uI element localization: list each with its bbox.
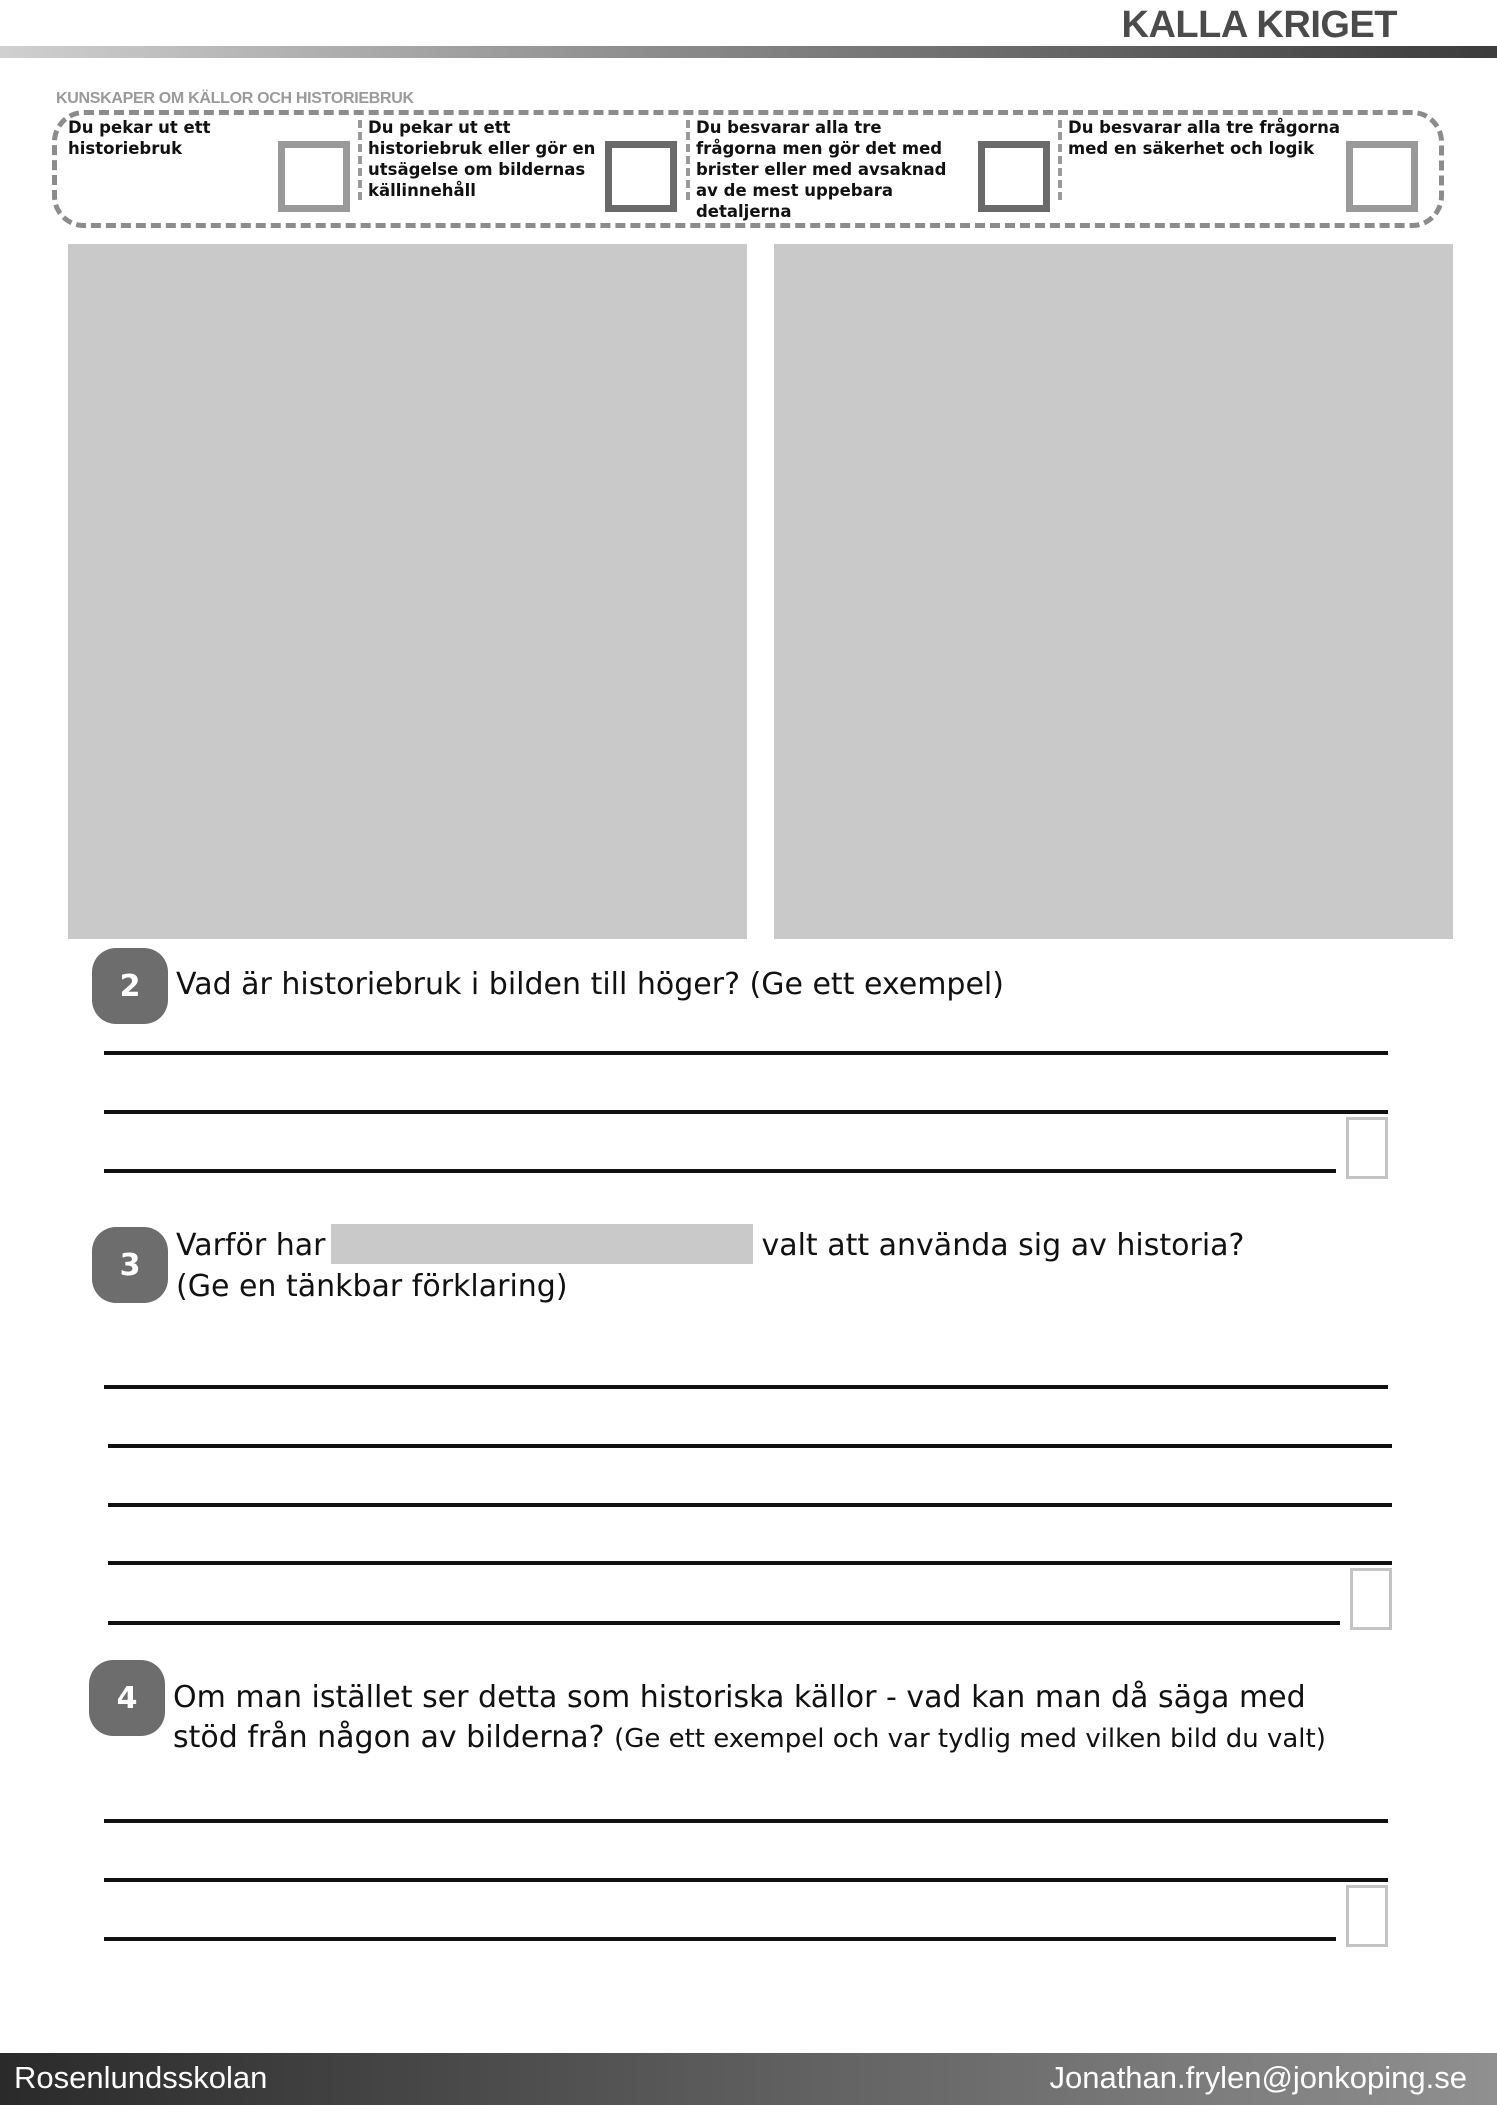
rubric-heading: KUNSKAPER OM KÄLLOR OCH HISTORIEBRUK — [56, 90, 414, 107]
question-4-badge: 4 — [89, 1660, 165, 1736]
answer-line[interactable] — [104, 1169, 1336, 1173]
redacted-name-blank — [331, 1224, 753, 1264]
rubric-divider — [1058, 120, 1062, 200]
footer-email: Jonathan.frylen@jonkoping.se — [1049, 2060, 1467, 2095]
rubric-level-2: Du pekar ut ett historiebruk eller gör en utsägelse om bildernas källinnehåll — [368, 118, 596, 200]
rubric-checkbox-2[interactable] — [605, 141, 677, 212]
question-4-text — [173, 1678, 1473, 1759]
answer-line[interactable] — [108, 1503, 1392, 1507]
question-2-badge: 2 — [92, 948, 168, 1024]
question-4-score-box[interactable] — [1346, 1885, 1388, 1947]
footer-school: Rosenlundsskolan — [14, 2060, 268, 2095]
question-3-score-box[interactable] — [1350, 1568, 1392, 1630]
question-4-line1: Om man istället ser detta som historiska källor - vad kan man då säga med — [173, 1680, 1306, 1715]
question-3-text-after: valt att använda sig av historia? — [761, 1228, 1245, 1263]
answer-line[interactable] — [108, 1444, 1392, 1448]
answer-line[interactable] — [104, 1110, 1388, 1114]
answer-line[interactable] — [104, 1937, 1336, 1941]
answer-line[interactable] — [104, 1051, 1388, 1055]
question-3-line2: (Ge en tänkbar förklaring) — [176, 1268, 568, 1304]
page-title: KALLA KRIGET — [1121, 4, 1397, 46]
rubric-level-1: Du pekar ut ett historiebruk — [68, 118, 211, 158]
image-left — [68, 244, 747, 939]
answer-line[interactable] — [108, 1561, 1392, 1565]
question-3-text-before: Varför har — [176, 1228, 326, 1263]
rubric-level-4: Du besvarar alla tre frågorna med en säkerhet och logik — [1068, 118, 1340, 158]
header-bar — [0, 46, 1497, 58]
rubric-level-3: Du besvarar alla tre frågorna men gör det med brister eller med avsaknad av de mest uppebara detaljerna — [696, 118, 947, 221]
image-right — [774, 244, 1453, 939]
answer-line[interactable] — [108, 1621, 1340, 1625]
rubric-checkbox-3[interactable] — [978, 141, 1050, 212]
question-4-line2-main: stöd från någon av bilderna? — [173, 1720, 605, 1755]
answer-line[interactable] — [104, 1385, 1388, 1389]
question-4-line2-small: (Ge ett exempel och var tydlig med vilken bild du valt) — [614, 1724, 1326, 1754]
answer-line[interactable] — [104, 1819, 1388, 1823]
question-2-score-box[interactable] — [1346, 1117, 1388, 1179]
rubric-checkbox-4[interactable] — [1346, 141, 1418, 212]
rubric-divider — [358, 120, 362, 200]
question-2-text: Vad är historiebruk i bilden till höger? (Ge ett exempel) — [176, 967, 1004, 1002]
answer-line[interactable] — [104, 1878, 1388, 1882]
question-3-badge: 3 — [92, 1227, 168, 1303]
rubric-divider — [686, 120, 690, 200]
question-3-text — [176, 1226, 1376, 1307]
rubric-checkbox-1[interactable] — [278, 141, 350, 212]
